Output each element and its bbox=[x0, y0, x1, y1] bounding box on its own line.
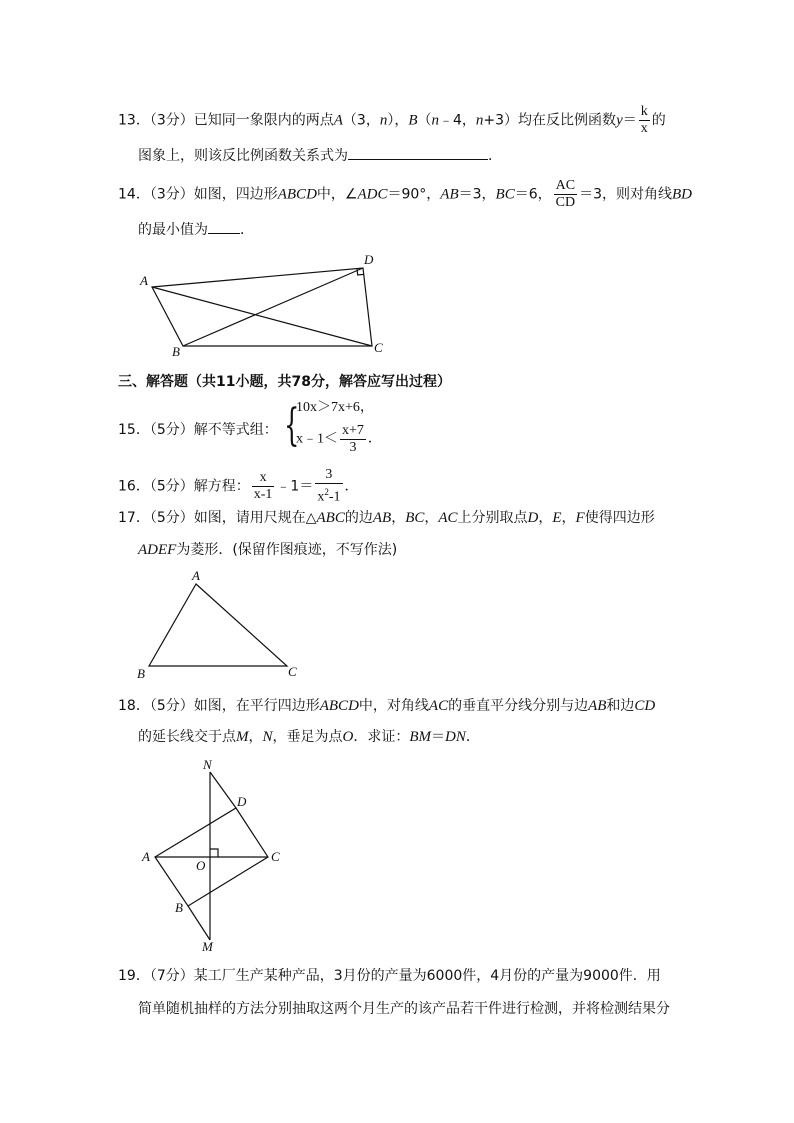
q19-number: 19．（7分） bbox=[118, 968, 194, 984]
q16-number: 16．（5分） bbox=[118, 478, 194, 495]
q16-fraction-left: $\frac{x}{x-1}$ bbox=[253, 469, 273, 502]
q17-number: 17．（5分） bbox=[118, 510, 194, 526]
q14-label-d: D bbox=[364, 252, 374, 267]
q18-number: 18．（5分） bbox=[118, 698, 194, 714]
q17-label-a: A bbox=[192, 568, 200, 583]
q14-line1: 14．（3分）如图，四边形ABCD中，∠ADC＝90°，AB＝3，BC＝6， $\frac{AC}{CD}$ ＝3，则对角线BD bbox=[118, 178, 693, 210]
q13-fraction: $\frac{k}{x}$ bbox=[640, 104, 648, 136]
q15-fraction: $\frac{x+7}{3}$ bbox=[342, 423, 364, 455]
q19-line2: 简单随机抽样的方法分别抽取这两个月生产的该产品若干件进行检测，并将检测结果分 bbox=[138, 1001, 670, 1017]
q18-label-c: C bbox=[271, 849, 280, 864]
q18-label-b: B bbox=[175, 900, 183, 915]
q17-line2: ADEF为菱形．(保留作图痕迹，不写作法) bbox=[138, 542, 398, 558]
q17-label-b: B bbox=[137, 666, 145, 681]
q13-line1: 13．（3分）已知同一象限内的两点A（3，n），B（n﹣4，n+3）均在反比例函数y＝ $\frac{k}{x}$ 的 bbox=[118, 104, 666, 136]
q14-fraction: $\frac{AC}{CD}$ bbox=[555, 178, 576, 210]
q15-row1: 10x＞7x+6， bbox=[296, 400, 374, 415]
q18-line2: 的延长线交于点M，N，垂足为点O．求证：BM＝DN． bbox=[138, 729, 480, 745]
section-title: 三、解答题（共11小题，共78分，解答应写出过程） bbox=[118, 374, 451, 390]
q17-line1: 17．（5分）如图，请用尺规在△ABC的边AB，BC，AC上分别取点D，E，F使得四边形 bbox=[118, 510, 655, 526]
q18-label-o: O bbox=[196, 858, 206, 873]
q18-line1: 18．（5分）如图，在平行四边形ABCD中，对角线AC的垂直平分线分别与边AB和边CD bbox=[118, 698, 656, 714]
q19-line1: 19．（7分）某工厂生产某种产品，3月份的产量为6000件，4月份的产量为9000件．用 bbox=[118, 968, 661, 984]
q18-label-m: M bbox=[202, 939, 213, 954]
q15-number: 15．（5分） bbox=[118, 422, 194, 438]
q14-label-a: A bbox=[140, 273, 148, 288]
q16-line: 16．（5分）解方程： $\frac{x}{x-1}$ ﹣1＝ $\frac{3}{x^2-1}$ ． bbox=[118, 467, 359, 505]
system-brace: { bbox=[284, 400, 300, 451]
q15-row2: x﹣1＜ $\frac{x+7}{3}$ ． bbox=[296, 423, 382, 455]
q13-line2: 图象上，则该反比例函数关系式为 ． bbox=[138, 145, 502, 165]
q18-label-d: D bbox=[237, 794, 247, 809]
q14-line2: 的最小值为 ． bbox=[138, 219, 254, 239]
q18-label-n: N bbox=[203, 757, 212, 772]
q17-label-c: C bbox=[288, 664, 297, 679]
q14-number: 14．（3分） bbox=[118, 186, 194, 203]
q15-lead: 15．（5分）解不等式组： bbox=[118, 422, 278, 438]
q14-label-b: B bbox=[172, 344, 180, 359]
q13-number: 13．（3分） bbox=[118, 112, 194, 129]
q16-fraction-right: $\frac{3}{x^2-1}$ bbox=[317, 467, 341, 505]
q18-label-a: A bbox=[142, 849, 150, 864]
q14-label-c: C bbox=[374, 340, 383, 355]
